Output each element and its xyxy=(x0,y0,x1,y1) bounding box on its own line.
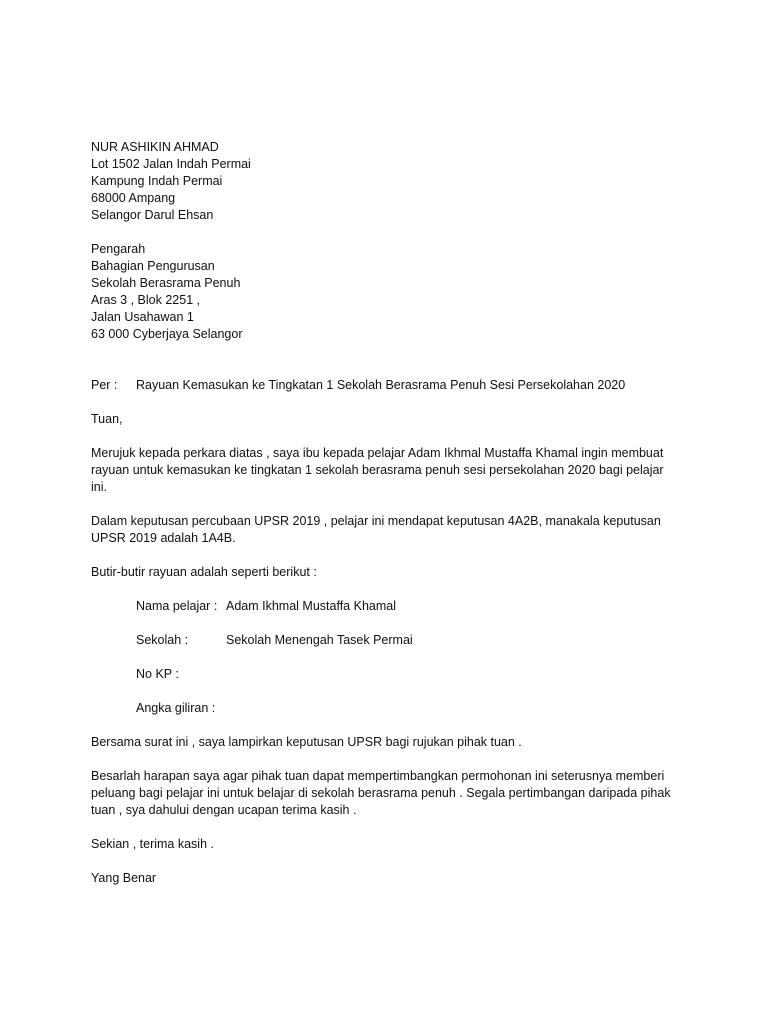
sender-address-line: Kampung Indah Permai xyxy=(91,174,223,188)
sender-name: NUR ASHIKIN AHMAD xyxy=(91,140,219,154)
detail-row-index-number xyxy=(91,700,691,717)
paragraph-line: rayuan untuk kemasukan ke tingkatan 1 sekolah berasrama penuh sesi persekolahan 2020 bagi pelajar xyxy=(91,463,664,477)
paragraph-line: Dalam keputusan percubaan UPSR 2019 , pelajar ini mendapat keputusan 4A2B, manakala keputusan xyxy=(91,514,661,528)
closing-thanks: Sekian , terima kasih . xyxy=(91,837,214,851)
paragraph-line: Merujuk kepada perkara diatas , saya ibu kepada pelajar Adam Ikhmal Mustaffa Khamal ingin membuat xyxy=(91,446,664,460)
subject-line xyxy=(91,377,691,394)
paragraph-reference xyxy=(91,445,691,496)
paragraph-line: peluang bagi pelajar ini untuk belajar di sekolah berasrama penuh . Segala pertimbangan daripada pihak xyxy=(91,786,671,800)
detail-value: Sekolah Menengah Tasek Permai xyxy=(226,633,413,647)
recipient-line: Jalan Usahawan 1 xyxy=(91,310,194,324)
paragraph-line: Besarlah harapan saya agar pihak tuan dapat mempertimbangkan permohonan ini seterusnya memberi xyxy=(91,769,665,783)
signoff: Yang Benar xyxy=(91,871,157,885)
sender-address-line: Lot 1502 Jalan Indah Permai xyxy=(91,157,251,171)
recipient-line: Pengarah xyxy=(91,242,146,256)
recipient-line: Aras 3 , Blok 2251 , xyxy=(91,293,201,307)
paragraph-line: tuan , sya dahului dengan ucapan terima kasih . xyxy=(91,803,357,817)
recipient-address xyxy=(91,241,691,343)
recipient-line: Sekolah Berasrama Penuh xyxy=(91,276,241,290)
sender-address-line: Selangor Darul Ehsan xyxy=(91,208,214,222)
subject-text: Rayuan Kemasukan ke Tingkatan 1 Sekolah Berasrama Penuh Sesi Persekolahan 2020 xyxy=(136,378,626,392)
recipient-line: 63 000 Cyberjaya Selangor xyxy=(91,327,243,341)
detail-row-ic-number xyxy=(91,666,691,683)
paragraph-results xyxy=(91,513,691,547)
detail-value: Adam Ikhmal Mustaffa Khamal xyxy=(226,599,396,613)
paragraph-line: UPSR 2019 adalah 1A4B. xyxy=(91,531,236,545)
salutation: Tuan, xyxy=(91,412,123,426)
detail-row-school xyxy=(91,632,691,649)
sender-address xyxy=(91,139,691,224)
details-list xyxy=(91,598,691,717)
subject-label: Per : xyxy=(91,378,118,392)
recipient-line: Bahagian Pengurusan xyxy=(91,259,215,273)
detail-row-student-name xyxy=(91,598,691,615)
paragraph-line: ini. xyxy=(91,480,107,494)
letter-page xyxy=(91,139,691,887)
attachment-note: Bersama surat ini , saya lampirkan keputusan UPSR bagi rujukan pihak tuan . xyxy=(91,735,522,749)
detail-label: No KP : xyxy=(136,667,179,681)
detail-label: Nama pelajar : xyxy=(136,599,218,613)
paragraph-hope xyxy=(91,768,691,819)
sender-address-line: 68000 Ampang xyxy=(91,191,176,205)
detail-label: Sekolah : xyxy=(136,633,189,647)
detail-label: Angka giliran : xyxy=(136,701,216,715)
details-intro: Butir-butir rayuan adalah seperti berikut : xyxy=(91,565,317,579)
